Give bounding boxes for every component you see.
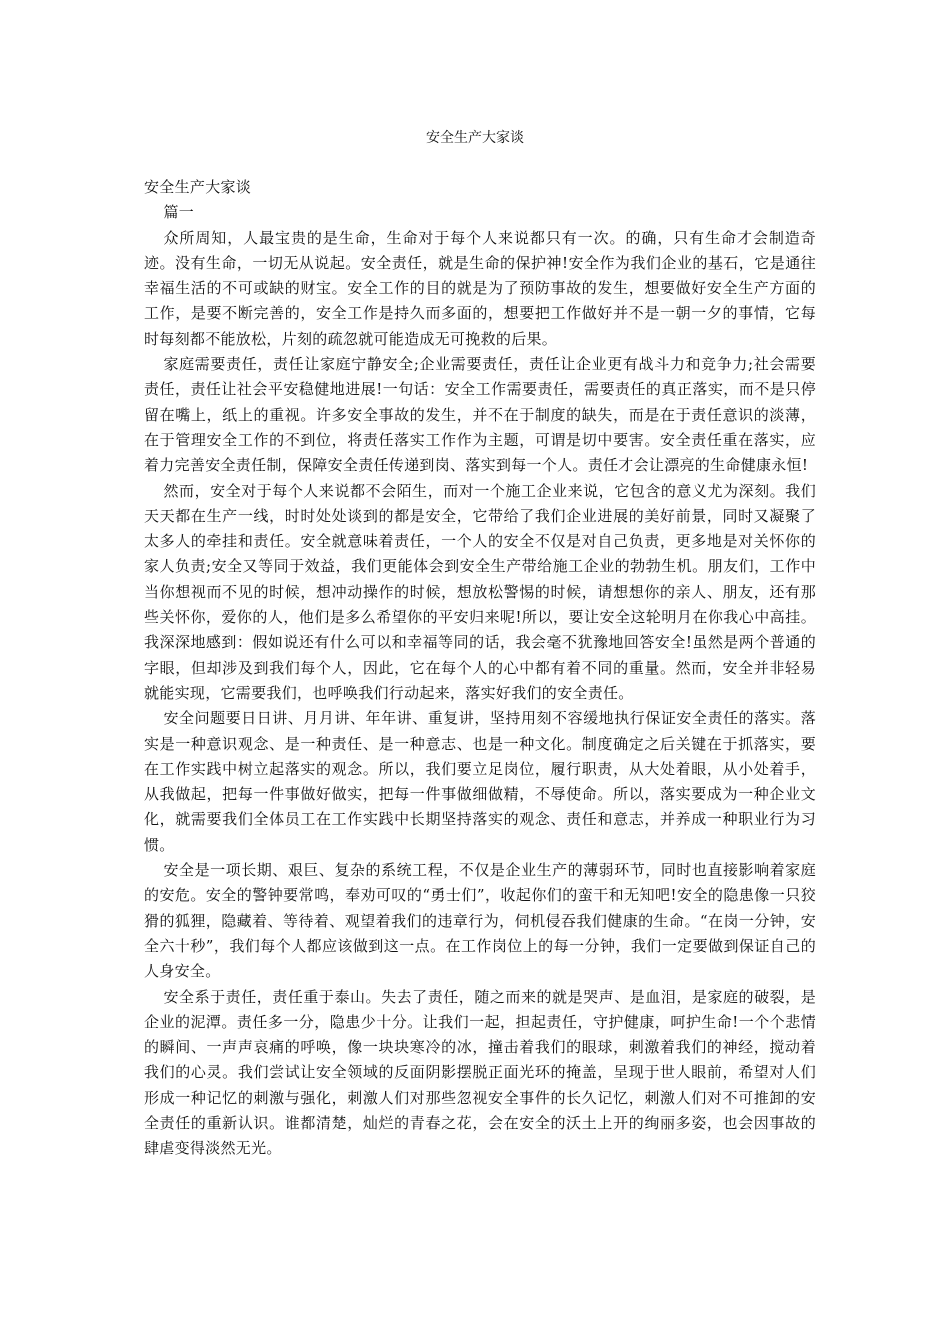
paragraph-2: 家庭需要责任，责任让家庭宁静安全;企业需要责任，责任让企业更有战斗力和竞争力;社会需要责任，责任让社会平安稳健地进展!一句话：安全工作需要责任，需要责任的真正落实，而不是只停留在嘴上，纸上的重视。许多安全事故的发生，并不在于制度的缺失，而是在于责任意识的淡薄，在于管理安全工作的不到位，将责任落实工作作为主题，可谓是切中要害。安全责任重在落实，应着力完善安全责任制，保障安全责任传递到岗、落实到每一个人。责任才会让漂亮的生命健康永恒! <box>144 355 816 475</box>
paragraph-1: 众所周知，人最宝贵的是生命，生命对于每个人来说都只有一次。的确，只有生命才会制造奇迹。没有生命，一切无从说起。安全责任，就是生命的保护神!安全作为我们企业的基石，它是通往幸福生活的不可或缺的财宝。安全工作的目的就是为了预防事故的发生，想要做好安全生产方面的工作，是要不断完善的，安全工作是持久而多面的，想要把工作做好并不是一朝一夕的事情，它每时每刻都不能放松，片刻的疏忽就可能造成无可挽救的后果。 <box>144 228 816 348</box>
document-title: 安全生产大家谈 <box>426 130 524 146</box>
document-body <box>144 175 816 1162</box>
paragraph-5: 安全是一项长期、艰巨、复杂的系统工程，不仅是企业生产的薄弱环节，同时也直接影响着家庭的安危。安全的警钟要常鸣，奉劝可叹的“勇士们”，收起你们的蛮干和无知吧!安全的隐患像一只狡猾的狐狸，隐藏着、等待着、观望着我们的违章行为，伺机侵吞我们健康的生命。“在岗一分钟，安全六十秒”，我们每个人都应该做到这一点。在工作岗位上的每一分钟，我们一定要做到保证自己的人身安全。 <box>144 861 816 981</box>
section-label: 篇一 <box>163 203 195 222</box>
document-subtitle: 安全生产大家谈 <box>144 178 252 196</box>
paragraph-4: 安全问题要日日讲、月月讲、年年讲、重复讲，坚持用刻不容缓地执行保证安全责任的落实。落实是一种意识观念、是一种责任、是一种意志、也是一种文化。制度确定之后关键在于抓落实，要在工作实践中树立起落实的观念。所以，我们要立足岗位，履行职责，从大处着眼，从小处着手，从我做起，把每一件事做好做实，把每一件事做细做精，不辱使命。所以，落实要成为一种企业文化，就需要我们全体员工在工作实践中长期坚持落实的观念、责任和意志，并养成一种职业行为习惯。 <box>144 709 816 854</box>
paragraph-6: 安全系于责任，责任重于泰山。失去了责任，随之而来的就是哭声、是血泪，是家庭的破裂，是企业的泥潭。责任多一分，隐患少十分。让我们一起，担起责任，守护健康，呵护生命!一个个悲情的瞬间、一声声哀痛的呼唤，像一块块寒冷的冰，撞击着我们的眼球，刺激着我们的神经，搅动着我们的心灵。我们尝试让安全领域的反面阴影摆脱正面光环的掩盖，呈现于世人眼前，希望对人们形成一种记忆的刺激与强化，刺激人们对那些忽视安全事件的长久记忆，刺激人们对不可推卸的安全责任的重新认识。谁都清楚，灿烂的青春之花，会在安全的沃土上开的绚丽多姿，也会因事故的肆虐变得淡然无光。 <box>144 987 816 1158</box>
paragraph-3: 然而，安全对于每个人来说都不会陌生，而对一个施工企业来说，它包含的意义尤为深刻。我们天天都在生产一线，时时处处谈到的都是安全，它带给了我们企业进展的美好前景，同时又凝聚了太多人的牵挂和责任。安全就意味着责任，一个人的安全不仅是对自己负责，更多地是对关怀你的家人负责;安全又等同于效益，我们更能体会到安全生产带给施工企业的勃勃生机。朋友们，工作中当你想视而不见的时候，想冲动操作的时候，想放松警惕的时候，请想想你的亲人、朋友，还有那些关怀你，爱你的人，他们是多么希望你的平安归来呢!所以，要让安全这轮明月在你我心中高挂。我深深地感到：假如说还有什么可以和幸福等同的话，我会毫不犹豫地回答安全!虽然是两个普通的字眼，但却涉及到我们每个人，因此，它在每个人的心中都有着不同的重量。然而，安全并非轻易就能实现，它需要我们，也呼唤我们行动起来，落实好我们的安全责任。 <box>144 481 816 702</box>
